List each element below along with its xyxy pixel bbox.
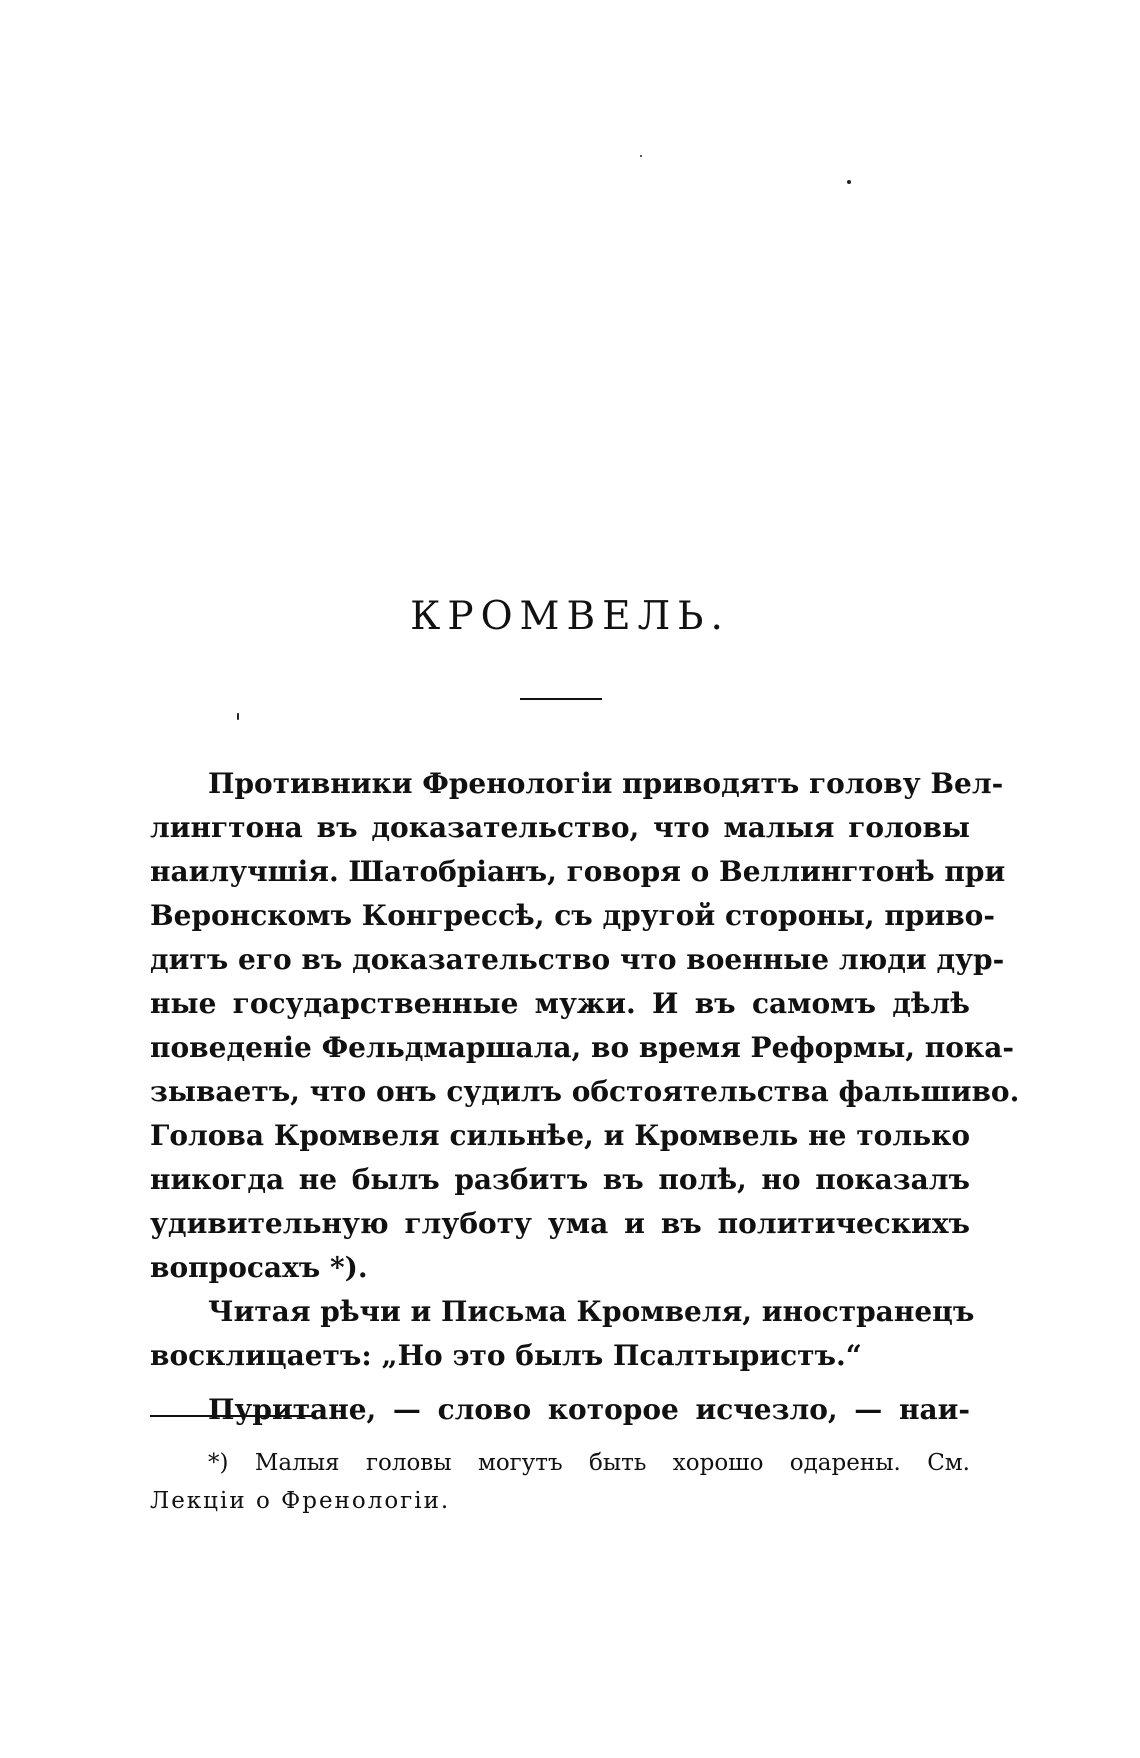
text-line: лингтона въ доказательство, что малыя головы <box>150 811 970 844</box>
footnote-divider <box>150 1415 316 1417</box>
text-line: Противники Френологіи приводятъ голову Вел- <box>208 767 1004 800</box>
text-line: поведеніе Фельдмаршала, во время Реформы, пока- <box>150 1031 1014 1064</box>
print-speck <box>847 180 851 184</box>
print-speck <box>640 155 642 157</box>
chapter-title: КРОМВЕЛЬ. <box>410 594 730 639</box>
text-line: Пуритане, — слово которое исчезло, — наи- <box>208 1393 970 1426</box>
footnote <box>150 1444 970 1520</box>
print-speck <box>237 713 239 720</box>
text-line: Голова Кромвеля сильнѣе, и Кромвель не только <box>150 1119 970 1152</box>
text-line: ные государственные мужи. И въ самомъ дѣлѣ <box>150 987 970 1020</box>
text-line: Читая рѣчи и Письма Кромвеля, иностранецъ <box>208 1295 975 1328</box>
body-text <box>150 762 1020 1432</box>
text-line: удивительную глуботу ума и въ политическихъ <box>150 1207 970 1240</box>
text-line: вопросахъ *). <box>150 1251 368 1284</box>
footnote-line: *) Малыя головы могутъ быть хорошо одарены. См. <box>208 1450 970 1476</box>
text-line: Веронскомъ Конгрессѣ, съ другой стороны, приво- <box>150 899 995 932</box>
text-line: зываетъ, что онъ судилъ обстоятельства фальшиво. <box>150 1075 1020 1108</box>
title-divider <box>520 698 602 700</box>
text-line: никогда не былъ разбитъ въ полѣ, но показалъ <box>150 1163 970 1196</box>
text-line: дитъ его въ доказательство что военные люди дур- <box>150 943 1005 976</box>
text-line: восклицаетъ: „Но это былъ Псалтыристъ.“ <box>150 1339 862 1372</box>
footnote-line: Лекціи о Френологіи. <box>150 1488 451 1514</box>
text-line: наилучшія. Шатобріанъ, говоря о Веллингтонѣ при <box>150 855 1006 888</box>
